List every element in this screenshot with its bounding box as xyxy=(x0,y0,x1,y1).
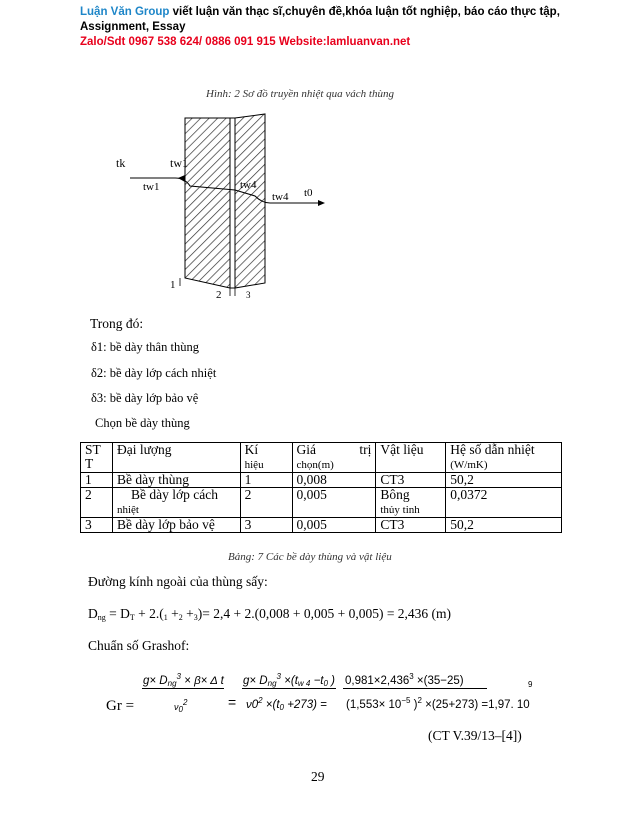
heat-transfer-diagram xyxy=(100,108,360,303)
formula-num-1: $g\times D_{ng}^3 \times \beta\times \Delta$ t xyxy=(143,672,224,688)
label-tw1-top: tw1 xyxy=(170,156,188,170)
figure-caption: Hình: 2 Sơ đồ truyền nhiệt qua vách thùng xyxy=(206,88,394,100)
label-tk: tk xyxy=(116,156,126,170)
trong-do-label: Trong đó: xyxy=(90,316,144,331)
delta-2-def: δ2: bề dày lớp cách nhiệt xyxy=(91,366,217,380)
header-line-1 xyxy=(80,5,560,20)
th-he-so: Hệ số dẫn nhiệt (W/mK) xyxy=(446,443,562,473)
table-row: 2 Bề dày lớp cách nhiệt 2 0,005 Bông thủy tinh 0,0372 xyxy=(81,488,562,518)
table-caption: Bảng: 7 Các bề dày thùng và vật liệu xyxy=(228,551,392,563)
header-line-1-rest: viết luận văn thạc sĩ,chuyên đề,khóa luận tốt nghiệp, báo cáo thực tập, xyxy=(169,6,560,18)
delta-3-def: δ3: bề dày lớp bảo vệ xyxy=(91,391,199,405)
wall-layer-3 xyxy=(235,114,265,288)
formula-den-2: $\nu 0^2 \times(t_0 +273)$ = xyxy=(246,696,327,712)
fraction-bar-3 xyxy=(343,688,487,689)
chon-be-day: Chọn bề dày thùng xyxy=(95,416,190,430)
dng-equation: $D_{ng} = D_T + 2.(_1 +_2 +_3)= 2,4 + 2.(0,008 + 0,005 + 0,005) = 2,436$ (m) xyxy=(88,606,452,622)
th-ki-hieu: Kí hiệu xyxy=(240,443,292,473)
th-vat-lieu: Vật liệu xyxy=(376,443,446,473)
formula-den-3: ($1,553\times 10^{-5}$ )$^2$ ×(25+273) =1,97. 10 xyxy=(346,696,530,711)
header-line-2: Assignment, Essay xyxy=(80,21,186,33)
arrow-head-right xyxy=(318,200,325,206)
label-tw1-arrow: tw1 xyxy=(143,181,160,193)
chuan-so-label: Chuẩn số Grashof: xyxy=(88,638,190,653)
th-gia-tri: Giá trị chọn(m) xyxy=(292,443,376,473)
label-tw4-right: tw4 xyxy=(272,191,289,203)
thickness-table xyxy=(80,442,562,533)
formula-den-1: ν02 xyxy=(174,698,188,714)
label-layer-1: 1 xyxy=(170,279,176,291)
delta-1-def: δ1: bề dày thân thùng xyxy=(91,340,199,354)
fraction-bar-2 xyxy=(242,688,336,689)
table-row: 3 Bề dày lớp bảo vệ 3 0,005 CT3 50,2 xyxy=(81,518,562,533)
label-layer-3: 3 xyxy=(246,290,251,300)
table-row: 1 Bề dày thùng 1 0,008 CT3 50,2 xyxy=(81,473,562,488)
label-t0: t0 xyxy=(304,187,313,199)
formula-num-3: $0,981\times 2,436^3 \times(35-25)$ xyxy=(345,672,464,687)
th-stt: ST T xyxy=(81,443,113,473)
formula-result-exp: 9 xyxy=(528,680,533,689)
gr-label: Gr = xyxy=(106,698,135,714)
arrow-head-left xyxy=(178,175,185,182)
wall-layer-2 xyxy=(230,118,235,288)
label-layer-2: 2 xyxy=(216,289,222,301)
formula-eq-1: = xyxy=(228,694,237,710)
formula-num-2: $g\times D_{ng}^3 \times(t_{w 4} -t_0$ ) xyxy=(243,672,335,688)
label-tw4-arrow: tw4 xyxy=(240,179,257,191)
th-dai-luong: Đại lượng xyxy=(112,443,240,473)
header-brand: Luận Văn Group xyxy=(80,6,170,18)
table-header-row xyxy=(81,443,562,473)
formula-reference: (CT V.39/13–[4]) xyxy=(428,728,522,743)
wall-layer-1 xyxy=(185,118,230,288)
duong-kinh-label: Đường kính ngoài của thùng sấy: xyxy=(88,574,268,589)
fraction-bar-1 xyxy=(142,688,224,689)
page-number: 29 xyxy=(311,769,325,784)
header-line-3: Zalo/Sdt 0967 538 624/ 0886 091 915 Website:lamluanvan.net xyxy=(80,36,411,48)
